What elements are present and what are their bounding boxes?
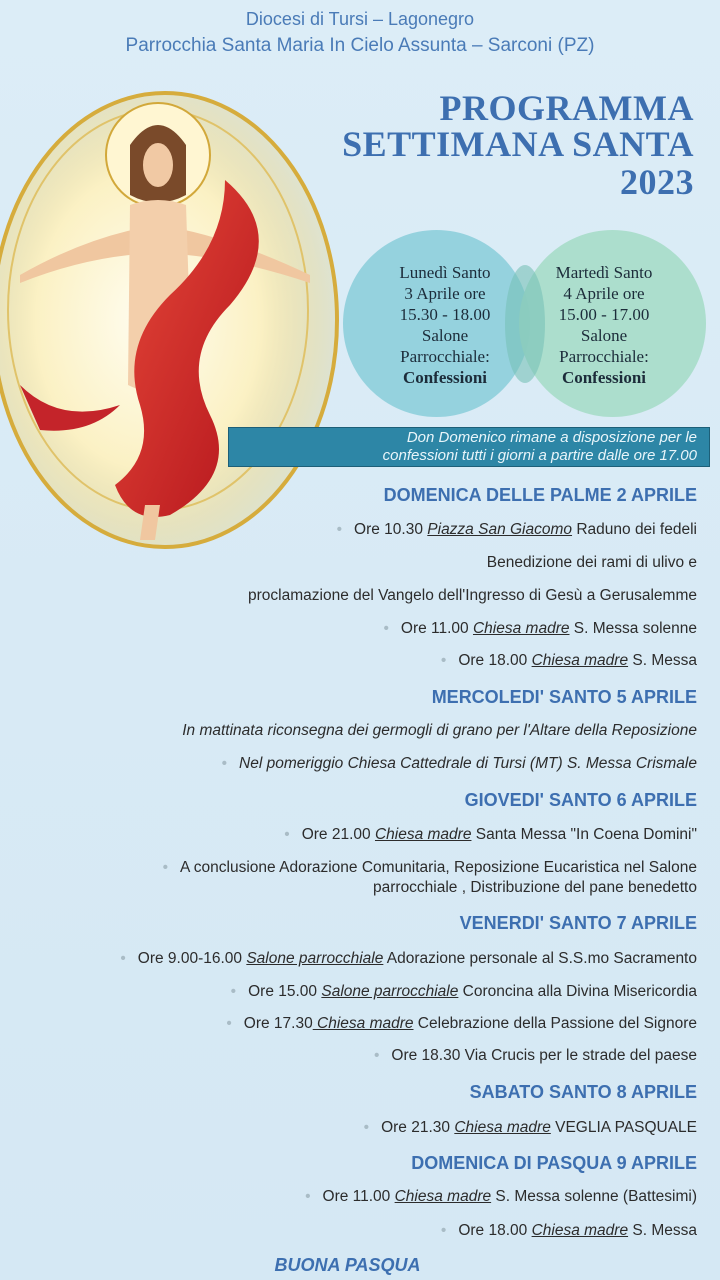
section-friday: VENERDI' SANTO 7 APRILE	[459, 913, 697, 933]
section-wednesday: MERCOLEDI' SANTO 5 APRILE	[431, 687, 697, 707]
list-item: • A conclusione Adorazione Comunitaria, Reposizione Eucaristica nel Salone	[162, 859, 697, 876]
section-thursday: GIOVEDI' SANTO 6 APRILE	[464, 790, 697, 810]
title-line-2: SETTIMANA SANTA	[342, 124, 694, 164]
diocese-header: Diocesi di Tursi – Lagonegro	[245, 9, 475, 29]
confession-note: Don Domenico rimane a disposizione per le confessioni tutti i giorni a partire dalle ore 17.00	[228, 427, 710, 467]
title-year: 2023	[620, 162, 694, 202]
parish-header: Parrocchia Santa Maria In Cielo Assunta – Sarconi (PZ)	[125, 35, 595, 56]
section-saturday: SABATO SANTO 8 APRILE	[469, 1082, 697, 1102]
section-palm-sunday: DOMENICA DELLE PALME 2 APRILE	[383, 485, 697, 505]
list-item: • Ore 18.30 Via Crucis per le strade del paese	[373, 1047, 697, 1064]
list-item: • Ore 17.30 Chiesa madre Celebrazione della Passione del Signore	[226, 1015, 697, 1032]
list-item: In mattinata riconsegna dei germogli di grano per l'Altare della Reposizione	[182, 722, 697, 739]
list-item: • Ore 18.00 Chiesa madre S. Messa	[440, 652, 697, 669]
monday-text: Lunedì Santo 3 Aprile ore 15.30 - 18.00 Salone Parrocchiale: Confessioni	[399, 263, 491, 387]
list-item: parrocchiale , Distribuzione del pane benedetto	[373, 879, 697, 896]
risen-christ-illustration	[0, 85, 360, 555]
list-item: • Ore 11.00 Chiesa madre S. Messa solenne	[383, 620, 697, 637]
list-item: • Ore 10.30 Piazza San Giacomo Raduno dei fedeli	[336, 521, 697, 538]
list-item: Benedizione dei rami di ulivo e	[486, 554, 697, 571]
list-item: • Ore 15.00 Salone parrocchiale Coroncina alla Divina Misericordia	[230, 983, 697, 1000]
list-item: • Ore 21.30 Chiesa madre VEGLIA PASQUALE	[363, 1119, 697, 1136]
list-item: proclamazione del Vangelo dell'Ingresso di Gesù a Gerusalemme	[248, 587, 697, 604]
section-easter: DOMENICA DI PASQUA 9 APRILE	[411, 1153, 697, 1173]
list-item: • Ore 9.00-16.00 Salone parrocchiale Adorazione personale al S.S.mo Sacramento	[120, 950, 697, 967]
tuesday-text: Martedì Santo 4 Aprile ore 15.00 - 17.00 Salone Parrocchiale: Confessioni	[555, 263, 653, 387]
page-title	[342, 90, 694, 200]
circle-overlap	[505, 265, 545, 383]
list-item: • Nel pomeriggio Chiesa Cattedrale di Tursi (MT) S. Messa Crismale	[221, 755, 697, 772]
list-item: • Ore 21.00 Chiesa madre Santa Messa "In Coena Domini"	[284, 826, 697, 843]
list-item: • Ore 11.00 Chiesa madre S. Messa solenne (Battesimi)	[305, 1188, 697, 1205]
list-item: • Ore 18.00 Chiesa madre S. Messa	[440, 1222, 697, 1239]
title-line-1: PROGRAMMA	[439, 88, 694, 128]
easter-greeting: BUONA PASQUA	[274, 1255, 421, 1275]
